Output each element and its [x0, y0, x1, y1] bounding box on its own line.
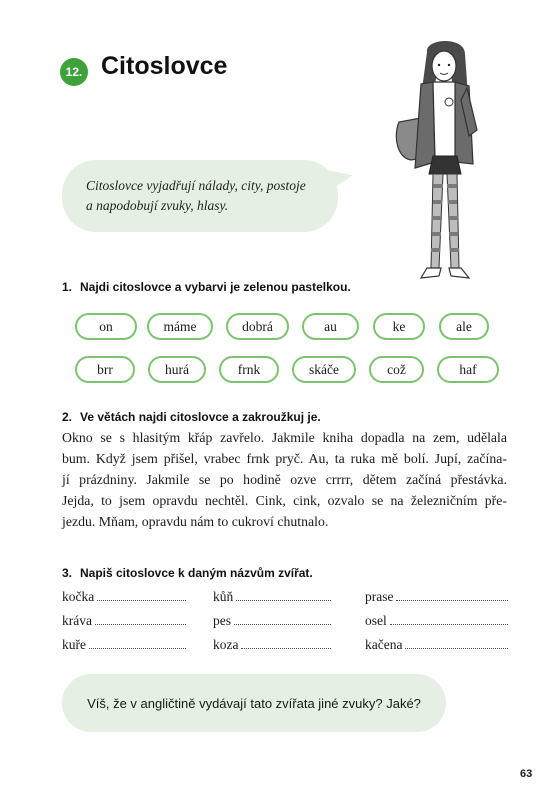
animal-name: pes: [213, 613, 231, 628]
word-pill[interactable]: ale: [439, 313, 489, 340]
paragraph-line[interactable]: Jejda, to jsem opravdu nechtěl. Cink, cink, ozvalo se na železničním pře-: [62, 493, 507, 508]
animal-answer-row[interactable]: [213, 589, 331, 605]
word-pill[interactable]: skáče: [292, 356, 356, 383]
word-pill[interactable]: brr: [75, 356, 135, 383]
paragraph-line[interactable]: bum. Když jsem přišel, vrabec frnk pryč. Au, ta ruka mě bolí. Jupí, začína-: [62, 451, 507, 466]
word-pill[interactable]: máme: [147, 313, 213, 340]
info-speech-bubble: [62, 160, 338, 232]
answer-dotted-line[interactable]: [405, 638, 508, 649]
animal-answer-row[interactable]: [365, 589, 508, 605]
info-text-line-1: Citoslovce vyjadřují nálady, city, postoje: [86, 178, 306, 193]
animal-name: kůň: [213, 589, 234, 604]
question-bubble: [62, 674, 446, 732]
word-pill-row-1: [75, 313, 489, 340]
answer-dotted-line[interactable]: [95, 614, 186, 625]
task-2-paragraph: [62, 427, 507, 532]
animal-answer-row[interactable]: [365, 613, 508, 629]
animal-answer-row[interactable]: [213, 637, 331, 653]
answer-dotted-line[interactable]: [241, 638, 331, 649]
answer-dotted-line[interactable]: [396, 590, 508, 601]
word-pill[interactable]: au: [302, 313, 359, 340]
animal-answer-row[interactable]: [62, 613, 186, 629]
task-1-heading: [62, 280, 351, 294]
animal-name: koza: [213, 637, 239, 652]
answer-dotted-line[interactable]: [234, 614, 331, 625]
info-text-line-2: a napodobují zvuky, hlasy.: [86, 198, 229, 213]
animal-name: kráva: [62, 613, 92, 628]
info-text: [86, 176, 326, 216]
task-1-instruction: Najdi citoslovce a vybarvi je zelenou pastelkou.: [80, 280, 351, 294]
answer-dotted-line[interactable]: [236, 590, 331, 601]
word-pill[interactable]: on: [75, 313, 137, 340]
animal-name: prase: [365, 589, 394, 604]
animal-answer-row[interactable]: [62, 589, 186, 605]
task-3-number: 3.: [62, 566, 73, 580]
word-pill-row-2: [75, 356, 499, 383]
task-2-instruction: Ve větách najdi citoslovce a zakroužkuj je.: [80, 410, 321, 424]
animal-answer-row[interactable]: [62, 637, 186, 653]
task-2-number: 2.: [62, 410, 73, 424]
paragraph-line[interactable]: jezdu. Mňam, opravdu nám to cukroví chutnalo.: [62, 514, 329, 529]
task-3-heading: [62, 566, 313, 580]
word-pill[interactable]: hurá: [148, 356, 206, 383]
page-title: Citoslovce: [101, 52, 228, 80]
animal-answer-row[interactable]: [365, 637, 508, 653]
paragraph-line[interactable]: jí prázdniny. Jakmile se po hodině ozve crrrr, dětem začíná přestávka.: [62, 472, 507, 487]
animal-answer-row[interactable]: [213, 613, 331, 629]
word-pill[interactable]: frnk: [219, 356, 279, 383]
animal-name: kačena: [365, 637, 403, 652]
word-pill[interactable]: haf: [437, 356, 499, 383]
word-pill[interactable]: ke: [373, 313, 425, 340]
animal-name: kuře: [62, 637, 86, 652]
task-2-heading: [62, 410, 321, 424]
lesson-number-badge: 12.: [60, 58, 88, 86]
answer-dotted-line[interactable]: [97, 590, 186, 601]
girl-illustration: [385, 40, 505, 290]
page-number: 63: [520, 768, 533, 780]
paragraph-line[interactable]: Okno se s hlasitým křáp zavřelo. Jakmile kniha dopadla na zem, udělala: [62, 430, 507, 445]
task-1-number: 1.: [62, 280, 73, 294]
answer-dotted-line[interactable]: [390, 614, 508, 625]
task-3-instruction: Napiš citoslovce k daným názvům zvířat.: [80, 566, 313, 580]
answer-dotted-line[interactable]: [89, 638, 186, 649]
question-text: Víš, že v angličtině vydávají tato zvířata jiné zvuky? Jaké?: [87, 695, 421, 711]
animal-name: osel: [365, 613, 387, 628]
animal-name: kočka: [62, 589, 95, 604]
word-pill[interactable]: dobrá: [226, 313, 289, 340]
word-pill[interactable]: což: [369, 356, 424, 383]
